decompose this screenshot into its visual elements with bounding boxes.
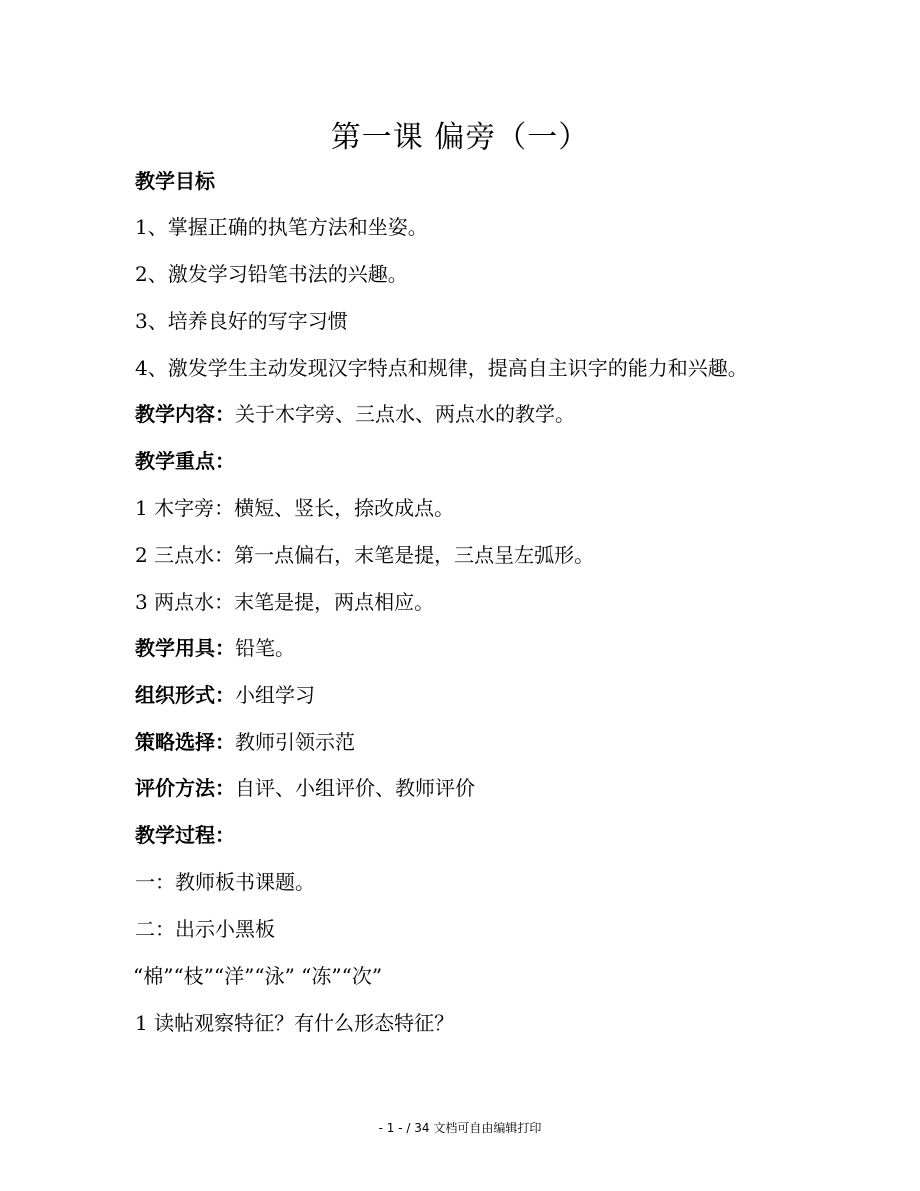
form-label: 组织形式： — [135, 683, 235, 707]
goal-item-1: 1、掌握正确的执笔方法和坐姿。 — [135, 215, 428, 239]
key-point-2: 2 三点水：第一点偏右，末笔是提，三点呈左弧形。 — [135, 543, 595, 567]
heading-process: 教学过程： — [135, 823, 235, 847]
evaluation-line — [135, 778, 475, 798]
character-list: “棉”“枝”“洋”“泳” “冻”“次” — [133, 964, 383, 988]
process-question: 1 读帖观察特征？有什么形态特征？ — [135, 1011, 455, 1035]
process-step-2: 二：出示小黑板 — [135, 917, 275, 941]
tools-label: 教学用具： — [135, 636, 235, 660]
evaluation-value: 自评、小组评价、教师评价 — [235, 776, 475, 800]
tools-value: 铅笔。 — [235, 636, 295, 660]
strategy-line — [135, 732, 355, 752]
strategy-value: 教师引领示范 — [235, 730, 355, 754]
goal-item-4: 4、激发学生主动发现汉字特点和规律，提高自主识字的能力和兴趣。 — [135, 356, 748, 380]
page-title: 第一课 偏旁（一） — [330, 120, 590, 155]
content-label: 教学内容： — [135, 402, 235, 426]
form-value: 小组学习 — [235, 683, 315, 707]
tools-line — [135, 638, 295, 658]
goal-item-2: 2、激发学习铅笔书法的兴趣。 — [135, 262, 408, 286]
content-line — [135, 404, 575, 424]
strategy-label: 策略选择： — [135, 730, 235, 754]
key-point-3: 3 两点水：末笔是提，两点相应。 — [135, 590, 435, 614]
evaluation-label: 评价方法： — [135, 776, 235, 800]
heading-key-points: 教学重点： — [135, 449, 235, 473]
content-value: 关于木字旁、三点水、两点水的教学。 — [235, 402, 575, 426]
key-point-1: 1 木字旁：横短、竖长，捺改成点。 — [135, 496, 455, 520]
form-line — [135, 685, 315, 705]
page-footer: - 1 - / 34 文档可自由编辑打印 — [378, 1121, 542, 1135]
process-step-1: 一：教师板书课题。 — [135, 870, 315, 894]
heading-goals: 教学目标 — [135, 169, 215, 193]
goal-item-3: 3、培养良好的写字习惯 — [135, 309, 348, 333]
